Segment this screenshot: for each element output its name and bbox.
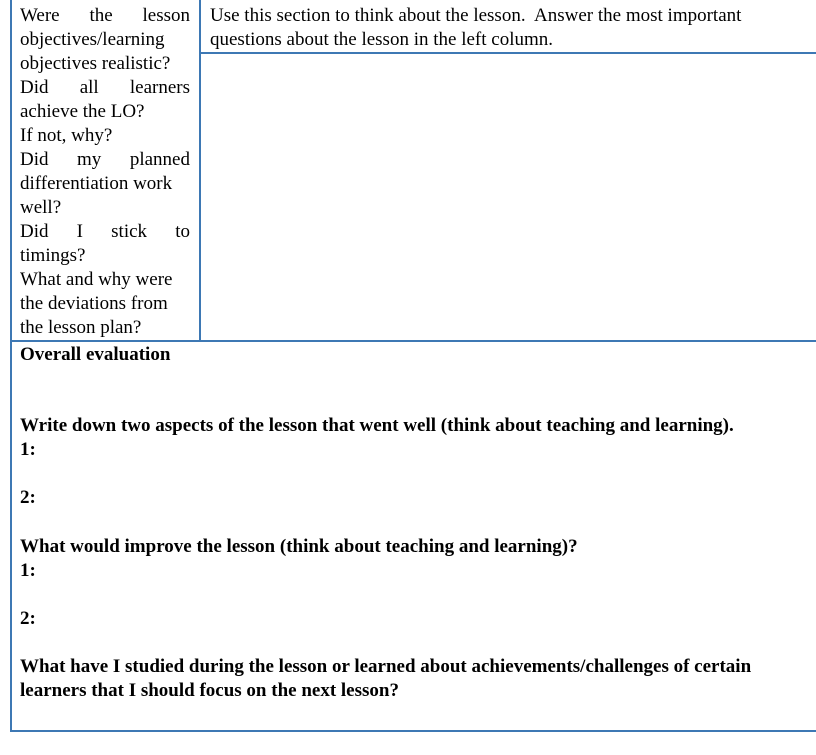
went-well-item-2: 2: xyxy=(20,487,36,508)
went-well-item-1: 1: xyxy=(20,439,36,460)
question-line: Did all learners xyxy=(20,77,190,98)
question-line: well? xyxy=(20,197,62,218)
went-well-prompt: Write down two aspects of the lesson that went well (think about teaching and learning). xyxy=(20,415,734,436)
question-line: differentiation work xyxy=(20,173,173,194)
question-line: objectives/learning xyxy=(20,29,165,50)
overall-evaluation-heading: Overall evaluation xyxy=(20,344,171,365)
instructions-line: Use this section to think about the lesson. Answer the most important xyxy=(210,5,742,26)
question-line: Did my planned xyxy=(20,149,190,170)
question-line: achieve the LO? xyxy=(20,101,145,122)
improve-item-2: 2: xyxy=(20,608,36,629)
question-line: timings? xyxy=(20,245,86,266)
instructions-bottom-border xyxy=(200,52,816,54)
improve-item-1: 1: xyxy=(20,560,36,581)
question-line: objectives realistic? xyxy=(20,53,171,74)
focus-prompt-line: learners that I should focus on the next lesson? xyxy=(20,680,399,701)
improve-prompt: What would improve the lesson (think about teaching and learning)? xyxy=(20,536,578,557)
question-line: the deviations from xyxy=(20,293,168,314)
focus-prompt-line: What have I studied during the lesson or learned about achievements/challenges of certain xyxy=(20,656,752,677)
question-line: the lesson plan? xyxy=(20,317,142,338)
question-line: Were the lesson xyxy=(20,5,190,26)
row-divider xyxy=(10,340,816,342)
instructions-line: questions about the lesson in the left column. xyxy=(210,29,554,50)
table-bottom-border xyxy=(10,730,816,732)
question-line: Did I stick to xyxy=(20,221,190,242)
question-line: What and why were xyxy=(20,269,173,290)
question-line: If not, why? xyxy=(20,125,113,146)
table-left-border xyxy=(10,0,12,732)
